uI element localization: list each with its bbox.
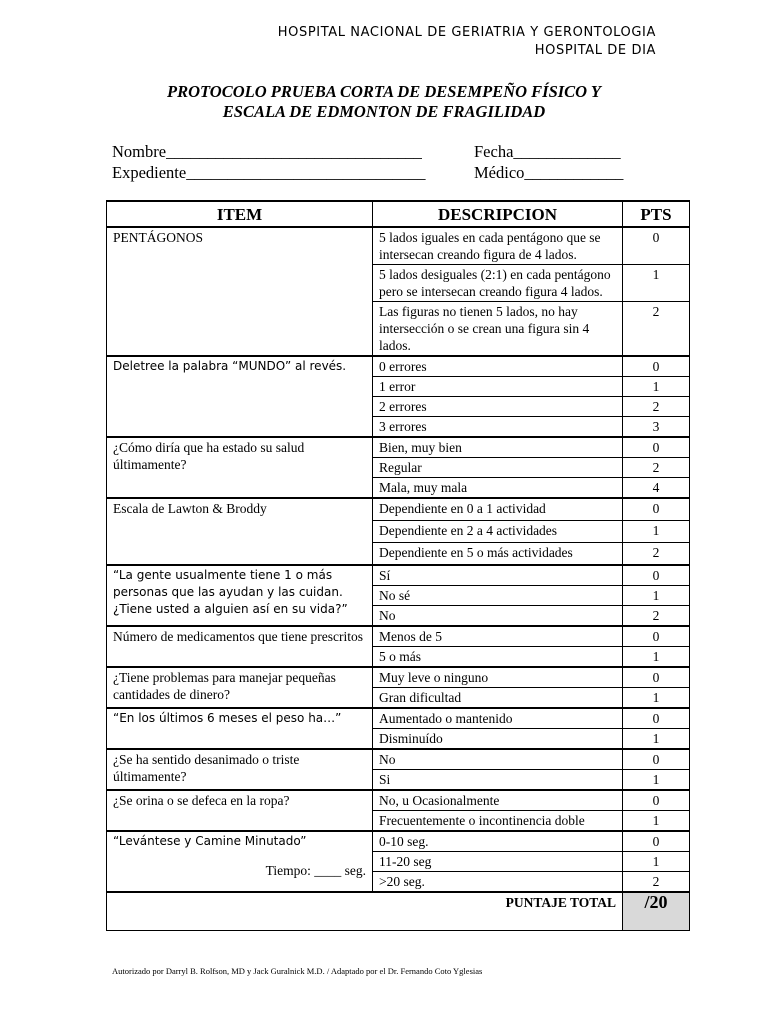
document-title [0, 82, 768, 122]
item-text: “La gente usualmente tiene 1 o más personas que las ayudan y las cuidan. ¿Tiene usted a alguien así en su vida?” [113, 568, 348, 616]
item-text: ¿Cómo diría que ha estado su salud últimamente? [113, 440, 305, 472]
description-cell: Menos de 5 [373, 626, 623, 647]
table-row [107, 565, 690, 586]
item-text: PENTÁGONOS [113, 230, 204, 245]
description-cell: No [373, 606, 623, 627]
points-cell: 1 [623, 586, 690, 606]
description-cell: Las figuras no tienen 5 lados, no hay intersección o se crean una figura sin 4 lados. [373, 302, 623, 357]
table-header-row [107, 201, 690, 227]
department-name: HOSPITAL DE DIA [534, 43, 656, 58]
item-cell [107, 498, 373, 565]
item-text: “En los últimos 6 meses el peso ha…” [113, 711, 342, 725]
points-cell: 0 [623, 356, 690, 377]
points-cell: 0 [623, 565, 690, 586]
points-cell: 4 [623, 478, 690, 499]
description-cell: Frecuentemente o incontinencia doble [373, 811, 623, 832]
description-cell: Muy leve o ninguno [373, 667, 623, 688]
points-cell: 1 [623, 729, 690, 750]
title-line-2: ESCALA DE EDMONTON DE FRAGILIDAD [222, 102, 546, 121]
item-cell [107, 708, 373, 749]
table-row [107, 626, 690, 647]
description-cell: No [373, 749, 623, 770]
title-line-1: PROTOCOLO PRUEBA CORTA DE DESEMPEÑO FÍSICO Y [167, 82, 601, 101]
points-cell: 2 [623, 872, 690, 893]
nombre-field[interactable]: Nombre_______________________________ [112, 142, 422, 161]
points-cell: 0 [623, 667, 690, 688]
description-cell: Bien, muy bien [373, 437, 623, 458]
item-cell [107, 749, 373, 790]
total-label: PUNTAJE TOTAL [107, 892, 623, 930]
description-cell: Dependiente en 2 a 4 actividades [373, 521, 623, 543]
points-cell: 2 [623, 606, 690, 627]
description-cell: >20 seg. [373, 872, 623, 893]
description-cell: Si [373, 770, 623, 791]
description-cell: 11-20 seg [373, 852, 623, 872]
description-cell: Sí [373, 565, 623, 586]
tiempo-field[interactable]: Tiempo: ____ seg. [265, 863, 366, 878]
total-value: /20 [623, 892, 690, 930]
item-text: Número de medicamentos que tiene prescritos [113, 629, 364, 644]
description-cell: Dependiente en 5 o más actividades [373, 543, 623, 566]
points-cell: 0 [623, 626, 690, 647]
item-cell [107, 790, 373, 831]
table-row [107, 667, 690, 688]
description-cell: No sé [373, 586, 623, 606]
table-row [107, 437, 690, 458]
item-text: Escala de Lawton & Broddy [113, 501, 267, 516]
description-cell: 2 errores [373, 397, 623, 417]
points-cell: 0 [623, 749, 690, 770]
table-row [107, 831, 690, 852]
item-cell [107, 437, 373, 498]
assessment-table [106, 200, 690, 931]
description-cell: No, u Ocasionalmente [373, 790, 623, 811]
points-cell: 1 [623, 377, 690, 397]
table-row [107, 790, 690, 811]
description-cell: Aumentado o mantenido [373, 708, 623, 729]
description-cell: Gran dificultad [373, 688, 623, 709]
description-cell: Disminuído [373, 729, 623, 750]
header-pts: PTS [623, 201, 690, 227]
points-cell: 3 [623, 417, 690, 438]
item-text: ¿Se orina o se defeca en la ropa? [113, 793, 290, 808]
item-cell [107, 565, 373, 626]
points-cell: 0 [623, 437, 690, 458]
description-cell: Dependiente en 0 a 1 actividad [373, 498, 623, 521]
expediente-field[interactable]: Expediente_____________________________ [112, 163, 426, 182]
points-cell: 0 [623, 831, 690, 852]
description-cell: 3 errores [373, 417, 623, 438]
description-cell: 5 o más [373, 647, 623, 668]
item-text: ¿Se ha sentido desanimado o triste últimamente? [113, 752, 300, 784]
points-cell: 2 [623, 543, 690, 566]
medico-field[interactable]: Médico____________ [474, 163, 624, 182]
item-text: ¿Tiene problemas para manejar pequeñas cantidades de dinero? [113, 670, 336, 702]
footer-credit: Autorizado por Darryl B. Rolfson, MD y Jack Guralnick M.D. / Adaptado por el Dr. Fernando Coto Yglesias [112, 966, 483, 976]
points-cell: 1 [623, 521, 690, 543]
table-row [107, 708, 690, 729]
points-cell: 1 [623, 265, 690, 302]
item-text: Deletree la palabra “MUNDO” al revés. [113, 359, 347, 373]
description-cell: Regular [373, 458, 623, 478]
item-cell [107, 626, 373, 667]
description-cell: 0 errores [373, 356, 623, 377]
total-row [107, 892, 690, 930]
points-cell: 2 [623, 397, 690, 417]
item-cell [107, 667, 373, 708]
item-cell [107, 227, 373, 356]
item-text: “Levántese y Camine Minutado” [113, 834, 307, 848]
description-cell: 5 lados desiguales (2:1) en cada pentágono pero se intersecan creando figura 4 lados. [373, 265, 623, 302]
points-cell: 2 [623, 302, 690, 357]
table-body [107, 227, 690, 892]
table-row [107, 356, 690, 377]
points-cell: 0 [623, 498, 690, 521]
header-descripcion: DESCRIPCION [373, 201, 623, 227]
item-cell [107, 356, 373, 437]
description-cell: 5 lados iguales en cada pentágono que se intersecan creando figura de 4 lados. [373, 227, 623, 265]
item-cell [107, 831, 373, 892]
points-cell: 0 [623, 790, 690, 811]
points-cell: 1 [623, 852, 690, 872]
header-item: ITEM [107, 201, 373, 227]
table-row [107, 498, 690, 521]
description-cell: Mala, muy mala [373, 478, 623, 499]
hospital-header [278, 24, 656, 60]
table-row [107, 227, 690, 265]
points-cell: 1 [623, 770, 690, 791]
fecha-field[interactable]: Fecha_____________ [474, 142, 621, 161]
points-cell: 0 [623, 708, 690, 729]
table-row [107, 749, 690, 770]
points-cell: 0 [623, 227, 690, 265]
points-cell: 1 [623, 811, 690, 832]
points-cell: 1 [623, 688, 690, 709]
hospital-name: HOSPITAL NACIONAL DE GERIATRIA Y GERONTOLOGIA [277, 25, 656, 40]
points-cell: 2 [623, 458, 690, 478]
description-cell: 1 error [373, 377, 623, 397]
points-cell: 1 [623, 647, 690, 668]
description-cell: 0-10 seg. [373, 831, 623, 852]
